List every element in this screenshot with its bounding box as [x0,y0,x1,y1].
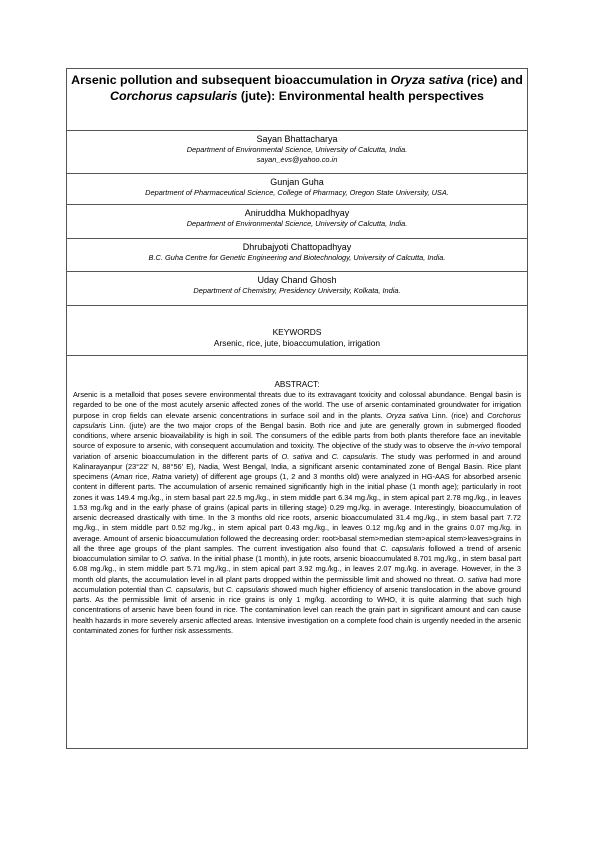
title-text-1: Arsenic pollution and subsequent bioaccumulation in [71,73,391,87]
keywords-section [67,306,527,356]
author-block-3 [67,205,527,239]
author-name: Dhrubajyoti Chattopadhyay [242,242,352,252]
author-name: Sayan Bhattacharya [256,134,338,144]
author-name: Gunjan Guha [270,177,324,187]
author-email[interactable]: sayan_evs@yahoo.co.in [256,155,338,165]
keywords-text: Arsenic, rice, jute, bioaccumulation, irrigation [213,338,381,348]
author-affiliation: Department of Environmental Science, University of Calcutta, India. [186,218,408,228]
keywords-heading: KEYWORDS [272,327,322,337]
abstract-heading: ABSTRACT: [274,380,320,389]
title-text-2: (rice) and [463,73,523,87]
abstract-section [67,356,527,636]
author-affiliation: Department of Pharmaceutical Science, College of Pharmacy, Oregon State University, USA. [145,187,449,197]
author-block-4 [67,239,527,272]
paper-frame [66,68,528,749]
title-text-3: (jute): Environmental health perspectives [237,88,484,103]
author-name: Uday Chand Ghosh [257,275,337,285]
author-affiliation: Department of Environmental Science, University of Calcutta, India. [186,144,408,154]
abstract-text: Arsenic is a metalloid that poses severe environmental threats due to its extravagant toxicity and colossal abundance. Bengal basin is regarded to be one of the most acutely arsenic affected zones of the world. The use of arsenic contaminated groundwater for irrigation purpose in crop fields can elevate arsenic concentrations in surface soil and in the plants. Oryza sativa Linn. (rice) and Corchorus capsularis Linn. (jute) are the two major crops of the Bengal basin. Both rice and jute are generally grown in submerged flooded conditions, where arsenic bioavailability is high in soil. The consumers of the edible parts from both plants therefore face an inevitable source of exposure to arsenic, with consequent accumulation and toxicity. The objective of the study was to observe the in-vivo temporal variation of arsenic bioaccumulation in the different parts of O. sativa and C. capsularis. The study was performed in and around Kalinarayanpur (23°22' N, 88°56' E), Nadia, West Bengal, India, a significant arsenic contaminated zone of Bengal Basin. Rice plant specimens (Aman rice, Ratna variety) of different age groups (1, 2 and 3 months old) were analyzed in HG-AAS for absorbed arsenic content in different parts. The accumulation of arsenic remained significantly high in the initial phase (1 month age); particularly in root zones it was 149.4 mg./kg., in stem basal part 22.5 mg./kg., in stem middle part 6.34 mg./kg., in stem apical part 2.78 mg./kg., in leaves 1.53 mg./kg and in the early phase of grains (apical parts in tillering stage) 0.29 mg./kg. in average. Interestingly, bioaccumulation of arsenic decreased drastically with time. In the 3 months old rice roots, arsenic bioaccumulated 31.4 mg./kg., in stem basal part 7.72 mg./kg., in stem middle part 0.52 mg./kg., in stem apical part 0.43 mg./kg., in leaves 0.12 mg./kg and in the grains 0.07 mg./kg. in average. Amount of arsenic bioaccumulation followed the decreasing order: root>basal stem>median stem>apical stem>leaves>grains in all the three age groups of the plant samples. The current investigation also found that C. capsularis followed a trend of arsenic bioaccumulation similar to O. sativa. In the initial phase (1 month), in jute roots, arsenic bioaccumulated 8.701 mg./kg., in stem basal part 6.08 mg./kg., in stem middle part 5.71 mg./kg., in stem apical part 3.92 mg./kg., in leaves 2.07 mg./kg. in average. However, in the 3 month old plants, the accumulation level in all plant parts dropped within the permissible limit and showed no threat. O. sativa had more accumulation potential than C. capsularis, but C. capsularis showed much higher efficiency of arsenic translocation in the above ground parts. As the permissible limit of arsenic in rice grains is only 1 mg/kg. according to WHO, it is quite alarming that such high concentrations of arsenic have been found in rice. The contamination level can reach the grain part in significant amount and can cause health hazards in more severely arsenic affected areas. Intensive investigation on a complete food chain is urgently needed in the arsenic contaminated zones for further risk assessments. [73,390,522,635]
author-block-1 [67,131,527,174]
title-species-jute: Corchorus capsularis [110,88,238,103]
author-affiliation: B.C. Guha Centre for Genetic Engineering and Biotechnology, University of Calcutta, India. [148,252,446,262]
author-block-5 [67,272,527,306]
paper-title [67,69,527,131]
author-affiliation: Department of Chemistry, Presidency University, Kolkata, India. [193,285,401,295]
author-block-2 [67,174,527,205]
title-species-rice: Oryza sativa [390,73,464,87]
author-name: Aniruddha Mukhopadhyay [244,208,350,218]
